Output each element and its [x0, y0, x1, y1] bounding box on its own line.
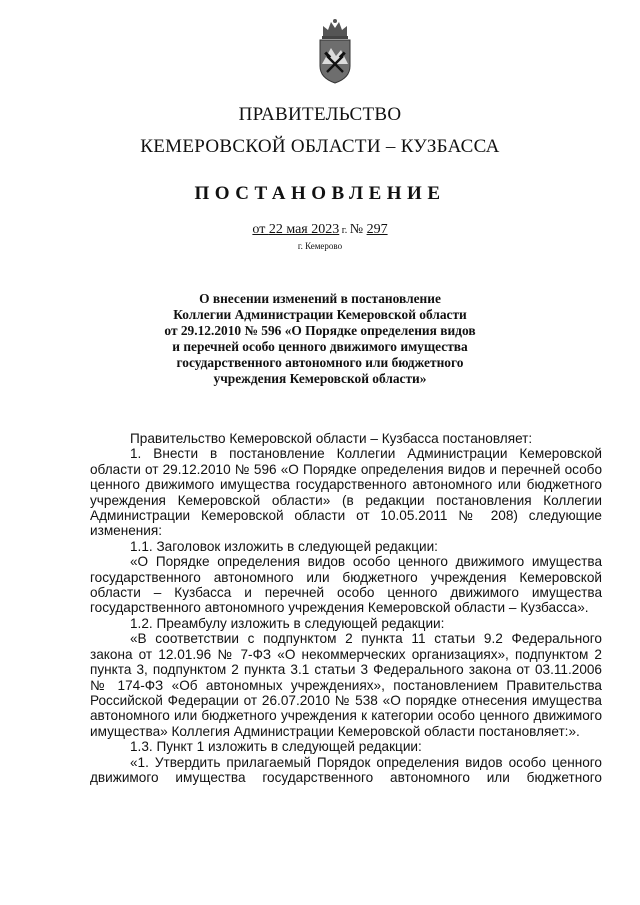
document-date: 22 мая 2023: [268, 222, 340, 237]
title-line: Коллегии Администрации Кемеровской области: [173, 307, 467, 322]
date-prefix: от: [252, 222, 269, 237]
title-line: и перечней особо ценного движимого имущества: [172, 339, 468, 354]
paragraph-quote-preamble: «В соответствии с подпунктом 2 пункта 11 статьи 9.2 Федерального закона от 12.01.96 № 7-ФЗ «О некоммерческих организациях», подпунктом 2 пункта 3, подпунктом 2 пункта 3.1 статьи 3 Федерального закона от 03.11.2006 № 174-ФЗ «Об автономных учреждениях», постановлением Правительства Российской Федерации от 26.07.2010 № 538 «О порядке отнесения имущества автономного или бюджетного учреждения к категории особо ценного движимого имущества» Коллегия Администрации Кемеровской области постановляет:».: [90, 631, 602, 739]
document-body: [90, 431, 602, 785]
title-line: от 29.12.2010 № 596 «О Порядке определения видов: [164, 323, 476, 338]
paragraph-quote-title: «О Порядке определения видов особо ценного движимого имущества государственного автономного или бюджетного учреждения Кемеровской области – Кузбасса и перечней особо ценного движимого имущества государственного автономного учреждения Кемеровской области – Кузбасса».: [90, 554, 602, 616]
document-type-heading: ПОСТАНОВЛЕНИЕ: [194, 183, 446, 204]
paragraph-item-1: 1. Внести в постановление Коллегии Администрации Кемеровской области от 29.12.2010 № 596 «О Порядке определения видов и перечней особо ценного движимого имущества государственного автономного или бюджетного учреждения Кемеровской области» (в редакции постановления Коллегии Администрации Кемеровской области от 10.05.2011 № 208) следующие изменения:: [90, 446, 602, 539]
document-date-number: [0, 222, 640, 238]
government-title-line1: ПРАВИТЕЛЬСТВО: [238, 104, 402, 125]
paragraph-item-1-2: 1.2. Преамбулу изложить в следующей редакции:: [130, 615, 445, 631]
kuzbass-coat-of-arms-icon: [314, 18, 356, 84]
paragraph-item-1-1: 1.1. Заголовок изложить в следующей редакции:: [130, 538, 438, 554]
paragraph-item-1-3: 1.3. Пункт 1 изложить в следующей редакции:: [130, 739, 422, 755]
city-label: г. Кемерово: [297, 241, 343, 251]
document-number: 297: [366, 222, 388, 237]
title-line: государственного автономного или бюджетного: [176, 355, 464, 370]
paragraph-preamble: Правительство Кемеровской области – Кузбасса постановляет:: [130, 431, 533, 446]
number-prefix: №: [349, 222, 367, 237]
year-suffix: г.: [339, 225, 350, 236]
title-line: учреждения Кемеровской области»: [213, 371, 427, 386]
document-title: [130, 291, 510, 387]
title-line: О внесении изменений в постановление: [199, 291, 441, 306]
paragraph-quote-item-1: «1. Утвердить прилагаемый Порядок определения видов особо ценного движимого имущества государственного автономного или бюджетного: [90, 754, 602, 785]
government-title-line2: КЕМЕРОВСКОЙ ОБЛАСТИ – КУЗБАССА: [140, 136, 500, 157]
